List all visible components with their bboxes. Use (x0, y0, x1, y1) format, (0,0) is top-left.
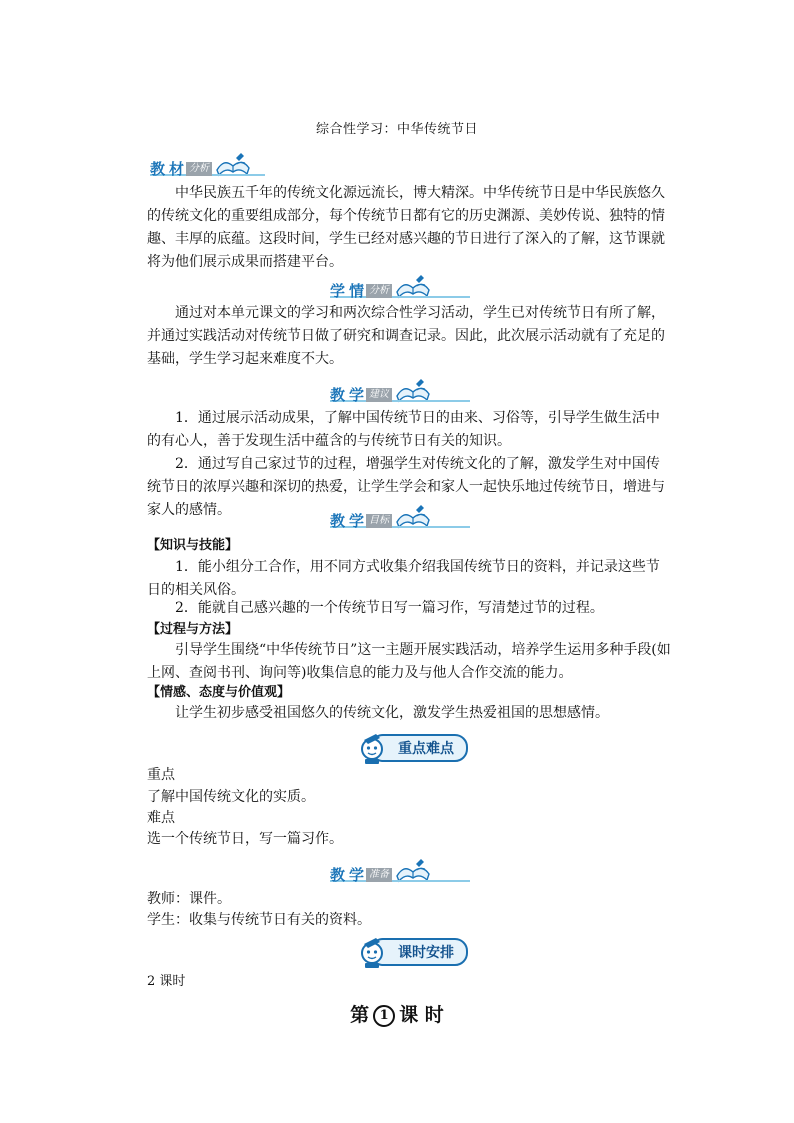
goal-item-2: 2．能就自己感兴趣的一个传统节日写一篇习作，写清楚过节的过程。 (175, 600, 604, 616)
banner-char: 学 (330, 282, 346, 300)
banner-char: 学 (349, 512, 365, 530)
suggestion-item-1: 1．通过展示活动成果，了解中国传统节日的由来、习俗等，引导学生做生活中的有心人，善于发现生活中蕴含的与传统节日有关的知识。 (147, 410, 660, 449)
section-banner-prep (330, 854, 432, 884)
banner-char: 学 (349, 386, 365, 404)
banner-char: 材 (169, 160, 185, 178)
lesson-prefix: 第 (350, 1004, 370, 1026)
banner-char: 教 (330, 512, 346, 530)
mascot-icon (356, 934, 392, 970)
banner-char: 教 (330, 386, 346, 404)
lesson-number-badge: 1 (373, 1005, 395, 1027)
keypoints-difficulty-text: 选一个传统节日，写一篇习作。 (147, 831, 343, 847)
materials-body: 中华民族五千年的传统文化源远流长，博大精深。中华传统节日是中华民族悠久的传统文化的重要组成部分，每个传统节日都有它的历史渊源、美妙传说、独特的情趣、丰厚的底蕴。这段时间，学生已经对感兴趣的节日进行了深入的了解，这节课就将为他们展示成果而搭建平台。 (147, 185, 665, 270)
banner-char: 教 (150, 160, 166, 178)
schedule-hours: 2 课时 (147, 974, 186, 989)
section-banner-learners (330, 270, 432, 300)
banner-char: 教 (330, 866, 346, 884)
banner-sub: 建议 (366, 388, 392, 402)
goals-heading-attitude: 【情感、态度与价值观】 (147, 685, 291, 700)
banner-sub: 目标 (366, 514, 392, 528)
banner-sub: 分析 (186, 162, 212, 176)
banner-char: 情 (349, 282, 365, 300)
prep-teacher: 教师：课件。 (147, 891, 231, 907)
goal-item-3: 引导学生围绕“中华传统节日”这一主题开展实践活动，培养学生运用多种手段(如上网、查阅书刊、询问等)收集信息的能力及与他人合作交流的能力。 (147, 642, 671, 681)
banner-sub: 分析 (366, 284, 392, 298)
suggestion-item-2: 2．通过写自己家过节的过程，增强学生对传统文化的了解，激发学生对中国传统节日的浓厚兴趣和深切的热爱，让学生学会和家人一起快乐地过传统节日，增进与家人的感情。 (147, 456, 665, 518)
goal-item-1: 1．能小组分工合作，用不同方式收集介绍我国传统节日的资料，并记录这些节日的相关风俗。 (147, 559, 660, 598)
keypoints-pill-label: 重点难点 (370, 734, 468, 762)
goal-item-4: 让学生初步感受祖国悠久的传统文化，激发学生热爱祖国的思想感情。 (175, 705, 609, 721)
schedule-banner (356, 934, 468, 970)
keypoints-banner (356, 730, 468, 766)
section-banner-suggestions (330, 374, 432, 404)
lesson-suffix: 课 时 (399, 1004, 444, 1026)
keypoints-key-text: 了解中国传统文化的实质。 (147, 789, 315, 805)
section-banner-goals (330, 500, 432, 530)
mascot-icon (356, 730, 392, 766)
keypoints-difficulty-label: 难点 (147, 810, 175, 826)
schedule-pill-label: 课时安排 (370, 938, 468, 966)
goals-heading-knowledge: 【知识与技能】 (147, 538, 239, 553)
prep-student: 学生：收集与传统节日有关的资料。 (147, 912, 371, 928)
section-banner-materials (150, 148, 252, 178)
goals-heading-process: 【过程与方法】 (147, 622, 239, 637)
learners-body: 通过对本单元课文的学习和两次综合性学习活动，学生已对传统节日有所了解，并通过实践活动对传统节日做了研究和调查记录。因此，此次展示活动就有了充足的基础，学生学习起来难度不大。 (147, 305, 665, 367)
banner-sub: 准备 (366, 868, 392, 882)
banner-char: 学 (349, 866, 365, 884)
lesson-heading (0, 1000, 794, 1027)
keypoints-key-label: 重点 (147, 767, 175, 783)
page-title: 综合性学习：中华传统节日 (315, 122, 478, 137)
